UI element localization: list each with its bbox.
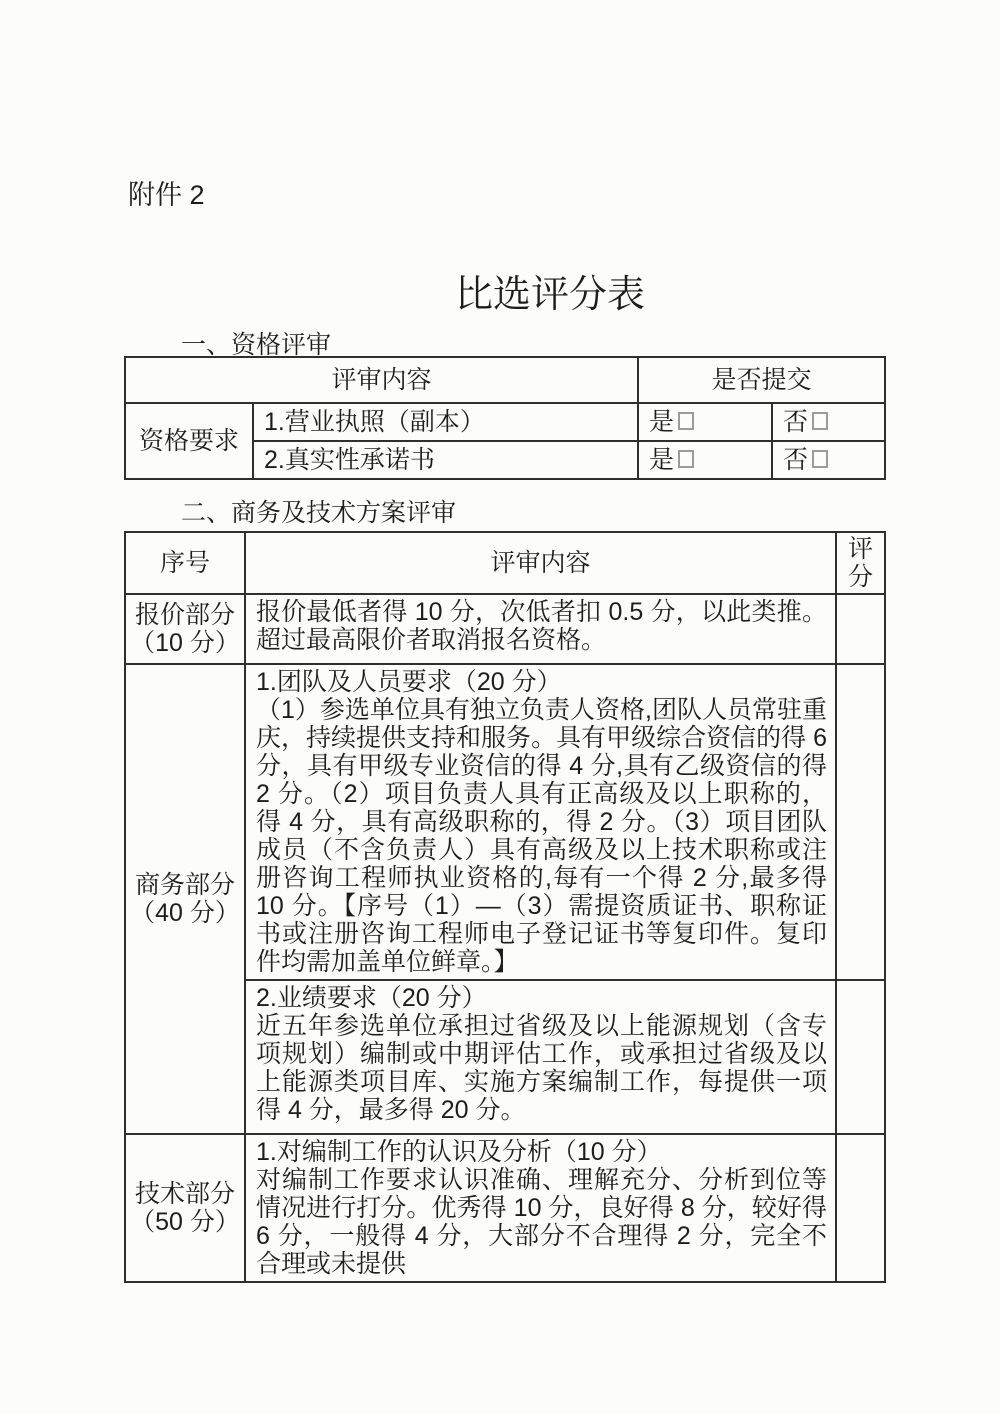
row-label-business-section	[125, 664, 245, 1134]
row-label-technical-section	[125, 1134, 245, 1282]
criteria-item-title: 1.对编制工作的认识及分析（10 分）	[256, 1138, 662, 1166]
row-label-text: 报价部分	[134, 601, 235, 629]
qualification-table	[124, 356, 886, 480]
no-cell-business-license	[772, 403, 885, 441]
checkbox-icon	[812, 450, 828, 468]
yes-label: 是	[649, 446, 675, 474]
row-label-text: 商务部分	[134, 871, 235, 899]
criteria-item-title: 1.团队及人员要求（20 分）	[256, 668, 562, 696]
table-row-quote-section	[125, 594, 885, 664]
row-label-score: （50 分）	[130, 1208, 240, 1236]
criteria-item-title: 2.业绩要求（20 分）	[256, 984, 487, 1012]
column-header-review-content: 评审内容	[125, 357, 638, 403]
page-title: 比选评分表	[454, 274, 645, 316]
row-label-score: （40 分）	[130, 899, 240, 927]
row-label-quote-section	[125, 594, 245, 664]
checkbox-icon	[812, 412, 828, 430]
criteria-item-body: 对编制工作要求认识准确、理解充分、分析到位等情况进行打分。优秀得 10 分，良好得 8 分，较好得 6 分，一般得 4 分，大部分不合理得 2 分，完全不合理或未提供	[256, 1166, 827, 1278]
no-label: 否	[783, 408, 809, 436]
column-header-score: 评分	[836, 532, 885, 594]
criteria-item-body: 近五年参选单位承担过省级及以上能源规划（含专项规划）编制或中期评估工作，或承担过省级及以上能源类项目库、实施方案编制工作，每提供一项得 4 分，最多得 20 分。	[256, 1012, 827, 1124]
evaluation-table-header-row	[125, 532, 885, 594]
item-business-license: 1.营业执照（副本）	[253, 403, 638, 441]
no-label: 否	[783, 446, 809, 474]
business-team-criteria-cell	[245, 664, 836, 980]
criteria-item-body: （1）参选单位具有独立负责人资格,团队人员常驻重庆，持续提供支持和服务。具有甲级综合资信的得 6 分，具有甲级专业资信的得 4 分,具有乙级资信的得 2 分。（2）项目负责人具有正高级及以上职称的，得 4 分，具有高级职称的，得 2 分。（3）项目团队成员（不含负责人）具有高级及以上技术职称或注册咨询工程师执业资格的,每有一个得 2 分,最多得 10 分。【序号（1）—（3）需提资质证书、职称证书或注册咨询工程师电子登记证书等复印件。复印件均需加盖单位鲜章。】	[256, 696, 827, 976]
checkbox-icon	[678, 450, 694, 468]
checkbox-icon	[678, 412, 694, 430]
attachment-label: 附件 2	[128, 180, 205, 210]
row-label-score: （10 分）	[130, 629, 240, 657]
section-heading-business-technical: 二、商务及技术方案评审	[181, 499, 457, 527]
section-heading-qualification: 一、资格评审	[181, 331, 332, 359]
quote-criteria-text: 报价最低者得 10 分，次低者扣 0.5 分，以此类推。超过最高限价者取消报名资格。	[245, 594, 836, 664]
yes-cell-authenticity-commitment	[638, 441, 772, 479]
business-performance-criteria-cell	[245, 980, 836, 1134]
technical-understanding-criteria-cell	[245, 1134, 836, 1282]
score-cell-business-team	[836, 664, 885, 980]
yes-cell-business-license	[638, 403, 772, 441]
row-label-text: 技术部分	[134, 1180, 235, 1208]
score-cell-business-performance	[836, 980, 885, 1134]
table-row-technical-understanding	[125, 1134, 885, 1282]
item-authenticity-commitment: 2.真实性承诺书	[253, 441, 638, 479]
score-cell-technical	[836, 1134, 885, 1282]
no-cell-authenticity-commitment	[772, 441, 885, 479]
column-header-serial-number: 序号	[125, 532, 245, 594]
yes-label: 是	[649, 408, 675, 436]
table-row-business-team	[125, 664, 885, 980]
table-row-business-license	[125, 403, 885, 441]
column-header-review-content: 评审内容	[245, 532, 836, 594]
evaluation-table	[124, 531, 886, 1283]
qualification-table-header-row	[125, 357, 885, 403]
column-header-submitted: 是否提交	[638, 357, 885, 403]
group-label-qualification-requirements: 资格要求	[125, 403, 253, 479]
score-cell-quote	[836, 594, 885, 664]
